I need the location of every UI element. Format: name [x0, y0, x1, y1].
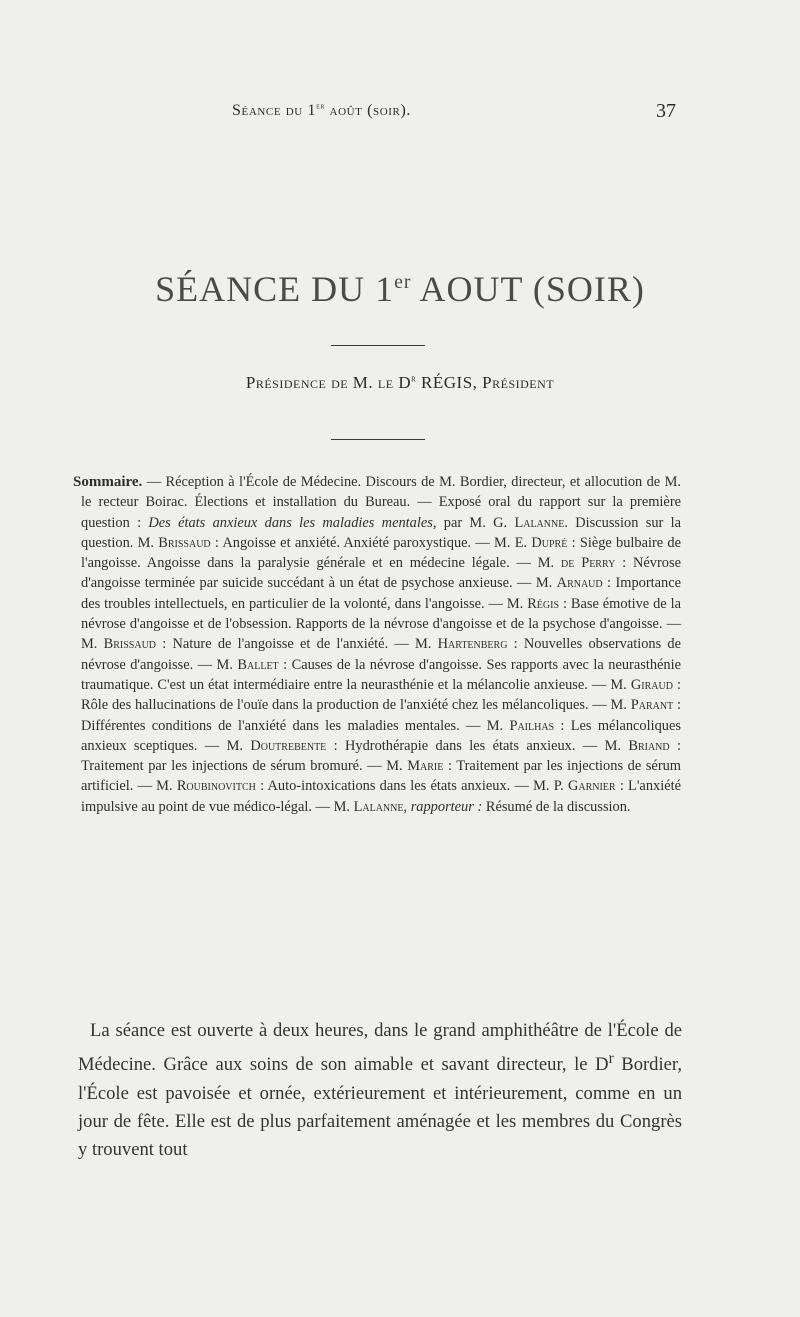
- summary-paragraph: Sommaire. — Réception à l'École de Médecine. Discours de M. Bordier, directeur, et allocution de M. le recteur Boirac. Élections et installation du Bureau. — Exposé oral du rapport sur la première question : Des états anxieux dans les maladies mentales, par M. G. Lalanne. Discussion sur la question. M. Brissaud : Angoisse et anxiété. Anxiété paroxystique. — M. E. Dupré : Siège bulbaire de l'angoisse. Angoisse dans la paralysie générale et en médecine légale. — M. de Perry : Névrose d'angoisse terminée par suicide succédant à un état de psychose anxieuse. — M. Arnaud : Importance des troubles intellectuels, en particulier de la volonté, dans l'angoisse. — M. Régis : Base émotive de la névrose d'angoisse et de l'obsession. Rapports de la névrose d'angoisse et de la psychose d'angoisse. — M. Brissaud : Nature de l'angoisse et de l'anxiété. — M. Hartenberg : Nouvelles observations de névrose d'angoisse. — M. Ballet : Causes de la névrose d'angoisse. Ses rapports avec la neurasthénie traumatique. C'est un état intermédiaire entre la neurasthénie et la mélancolie anxieuse. — M. Giraud : Rôle des hallucinations de l'ouïe dans la production de l'anxiété chez les mélancoliques. — M. Parant : Différentes conditions de l'anxiété dans les maladies mentales. — M. Pailhas : Les mélancoliques anxieux sceptiques. — M. Doutrebente : Hydrothérapie dans les états anxieux. — M. Briand : Traitement par les injections de sérum bromuré. — M. Marie : Traitement par les injections de sérum artificiel. — M. Roubinovitch : Auto-intoxications dans les états anxieux. — M. P. Garnier : L'anxiété impulsive au point de vue médico-légal. — M. Lalanne, rapporteur : Résumé de la discussion.: [73, 474, 682, 815]
- author-name: Roubinovitch: [176, 778, 256, 795]
- author-name: Marie: [407, 758, 444, 775]
- author-name: Lalanne: [353, 798, 404, 815]
- session-title: SÉANCE DU 1er AOUT (SOIR): [155, 269, 645, 309]
- summary-label: Sommaire.: [73, 474, 143, 490]
- author-name: Régis: [527, 595, 560, 612]
- running-head-title: Séance du 1er août (soir).: [232, 100, 412, 119]
- author-name: de Perry: [561, 555, 616, 572]
- author-name: Brissaud: [103, 636, 157, 653]
- divider-rule: [331, 345, 425, 346]
- author-name: Garnier: [567, 778, 616, 795]
- running-head: [0, 100, 800, 128]
- presidency-line: Présidence de M. le $D^r$ RÉGIS, Président: [245, 373, 555, 392]
- author-name: Brissaud: [158, 534, 211, 551]
- divider-rule: [331, 439, 425, 440]
- author-name: Arnaud: [556, 575, 603, 592]
- author-name: Doutrebente: [250, 737, 327, 754]
- author-name: Pailhas: [509, 717, 555, 734]
- author-name: Lalanne: [514, 514, 565, 531]
- author-name: Briand: [628, 737, 670, 754]
- author-name: Dupré: [531, 534, 568, 551]
- author-name: Parant: [630, 697, 674, 714]
- author-name: Giraud: [630, 676, 673, 693]
- author-name: Ballet: [237, 656, 279, 673]
- author-name: Hartenberg: [437, 636, 508, 653]
- page-number: 37: [656, 100, 676, 122]
- body-paragraph: La séance est ouverte à deux heures, dans le grand amphithéâtre de l'École de Médecine. Grâce aux soins de son aimable et savant directeur, le $D^r$ Bordier, l'École est pavoisée et ornée, extérieurement et intérieurement, comme en un jour de fête. Elle est de plus parfaitement aménagée et les membres du Congrès y trouvent tout: [78, 1020, 682, 1160]
